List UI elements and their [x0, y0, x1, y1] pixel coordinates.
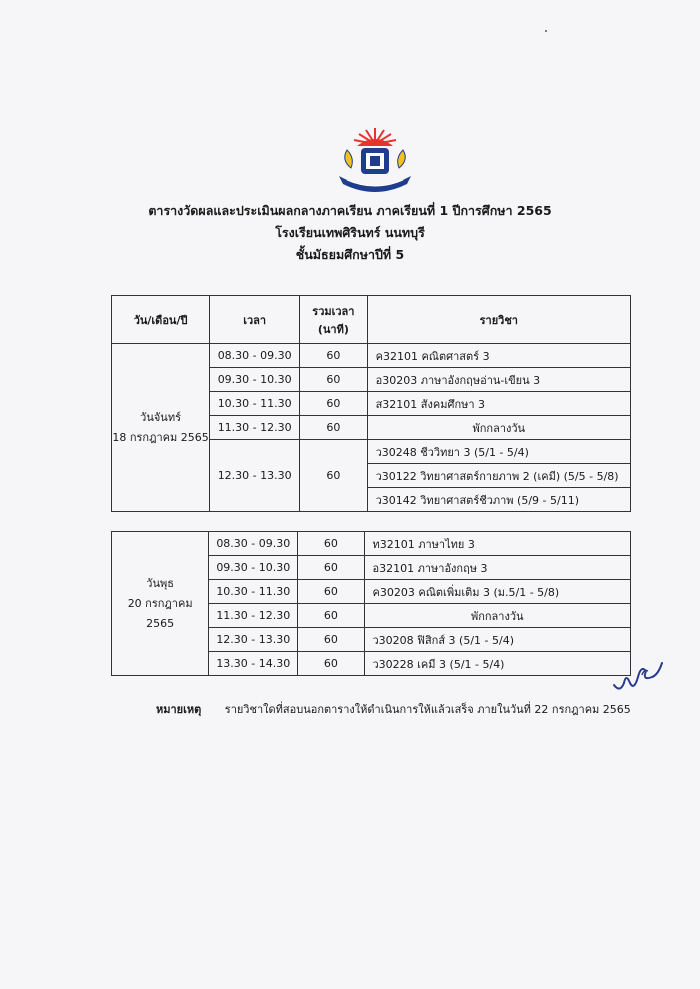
- header-subject: รายวิชา: [367, 296, 630, 344]
- exam-table-monday: [111, 295, 631, 512]
- signature-icon: [612, 655, 664, 695]
- lunch-break-cell: พักกลางวัน: [364, 604, 631, 628]
- subject-cell: ค32101 คณิตศาสตร์ 3: [367, 344, 630, 368]
- minutes-cell: 60: [298, 532, 364, 556]
- title-line-2: โรงเรียนเทพศิรินทร์ นนทบุรี: [275, 225, 425, 240]
- footnote-label: หมายเหตุ: [156, 703, 202, 716]
- scan-speck: [545, 30, 547, 32]
- time-cell: 11.30 - 12.30: [209, 604, 298, 628]
- minutes-cell: 60: [298, 628, 364, 652]
- school-logo-icon: [333, 124, 417, 196]
- header-duration-line1: รวมเวลา: [312, 304, 355, 318]
- day-date: 18 กรกฎาคม 2565: [112, 430, 209, 444]
- footnote: [156, 700, 631, 718]
- time-cell: 11.30 - 12.30: [210, 416, 300, 440]
- time-cell: 09.30 - 10.30: [209, 556, 298, 580]
- subject-cell: ท32101 ภาษาไทย 3: [364, 532, 631, 556]
- minutes-cell: 60: [298, 556, 364, 580]
- subject-cell: ว30228 เคมี 3 (5/1 - 5/4): [364, 652, 631, 676]
- header-time: เวลา: [210, 296, 300, 344]
- subject-cell: อ30203 ภาษาอังกฤษอ่าน-เขียน 3: [367, 368, 630, 392]
- minutes-cell: 60: [298, 604, 364, 628]
- header-date: วัน/เดือน/ปี: [112, 296, 210, 344]
- subject-cell: ว30142 วิทยาศาสตร์ชีวภาพ (5/9 - 5/11): [367, 488, 630, 512]
- title-line-3: ชั้นมัธยมศึกษาปีที่ 5: [295, 247, 405, 262]
- lunch-break-cell: พักกลางวัน: [367, 416, 630, 440]
- subject-cell: ว30122 วิทยาศาสตร์กายภาพ 2 (เคมี) (5/5 - 5/8): [367, 464, 630, 488]
- subject-cell: ว30208 ฟิสิกส์ 3 (5/1 - 5/4): [364, 628, 631, 652]
- minutes-cell: 60: [298, 652, 364, 676]
- minutes-cell: 60: [300, 416, 367, 440]
- time-cell: 08.30 - 09.30: [210, 344, 300, 368]
- subject-cell: ว30248 ชีววิทยา 3 (5/1 - 5/4): [367, 440, 630, 464]
- minutes-cell: 60: [300, 440, 367, 512]
- exam-table-wednesday: [111, 531, 631, 676]
- time-cell: 10.30 - 11.30: [210, 392, 300, 416]
- day-date: 20 กรกฎาคม 2565: [127, 596, 193, 630]
- header-duration-line2: (นาที): [317, 322, 349, 336]
- minutes-cell: 60: [300, 368, 367, 392]
- title-line-1: ตารางวัดผลและประเมินผลกลางภาคเรียน ภาคเรียนที่ 1 ปีการศึกษา 2565: [148, 203, 552, 218]
- day-cell-monday: [112, 344, 210, 512]
- table-header-row: [112, 296, 631, 344]
- subject-cell: ค30203 คณิตเพิ่มเติม 3 (ม.5/1 - 5/8): [364, 580, 631, 604]
- time-cell: 09.30 - 10.30: [210, 368, 300, 392]
- minutes-cell: 60: [300, 344, 367, 368]
- day-cell-wednesday: [112, 532, 209, 676]
- time-cell: 12.30 - 13.30: [209, 628, 298, 652]
- day-name: วันจันทร์: [140, 410, 181, 424]
- time-cell: 08.30 - 09.30: [209, 532, 298, 556]
- header-duration: [300, 296, 367, 344]
- subject-cell: อ32101 ภาษาอังกฤษ 3: [364, 556, 631, 580]
- subject-cell: ส32101 สังคมศึกษา 3: [367, 392, 630, 416]
- footnote-text: รายวิชาใดที่สอบนอกตารางให้ดำเนินการให้แล้วเสร็จ ภายในวันที่ 22 กรกฎาคม 2565: [224, 703, 631, 716]
- minutes-cell: 60: [300, 392, 367, 416]
- time-cell: 13.30 - 14.30: [209, 652, 298, 676]
- document-titles: [0, 200, 700, 266]
- time-cell: 12.30 - 13.30: [210, 440, 300, 512]
- time-cell: 10.30 - 11.30: [209, 580, 298, 604]
- table-row: [112, 344, 631, 368]
- day-name: วันพุธ: [146, 576, 174, 590]
- table-row: [112, 532, 631, 556]
- minutes-cell: 60: [298, 580, 364, 604]
